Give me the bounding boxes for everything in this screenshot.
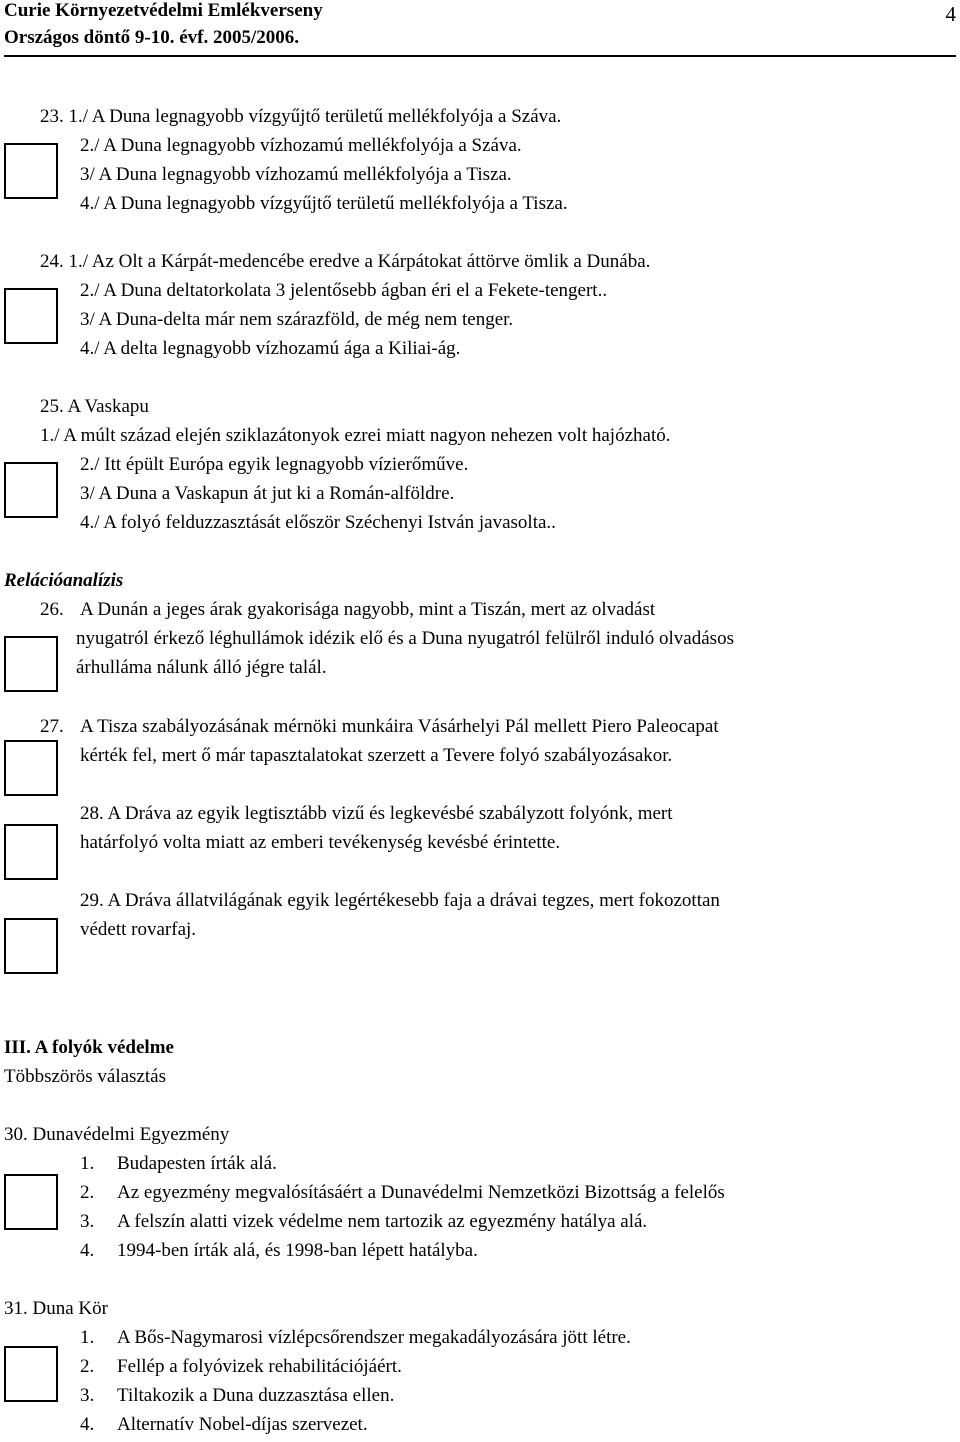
q30-item-2-number: 2. [80, 1182, 95, 1203]
q30-answer-box[interactable] [4, 1174, 58, 1230]
q31-item-2-number: 2. [80, 1356, 95, 1377]
q26-line1: A Dunán a jeges árak gyakorisága nagyobb, mint a Tiszán, mert az olvadást [80, 599, 656, 620]
q26-answer-box[interactable] [4, 636, 58, 692]
q31-item-1-number: 1. [80, 1327, 95, 1348]
q23-line1: 23. 1./ A Duna legnagyobb vízgyűjtő területű mellékfolyója a Száva. [40, 106, 562, 127]
q23-line4: 4./ A Duna legnagyobb vízgyűjtő területű mellékfolyója a Tisza. [80, 193, 568, 214]
q29-answer-box[interactable] [4, 918, 58, 974]
q30-item-1-text: Budapesten írták alá. [117, 1153, 277, 1174]
q31-item-2-text: Fellép a folyóvizek rehabilitációjáért. [117, 1356, 402, 1377]
q27-answer-box[interactable] [4, 740, 58, 796]
q31-item-3-text: Tiltakozik a Duna duzzasztása ellen. [117, 1385, 395, 1406]
q23-answer-box[interactable] [4, 143, 58, 199]
q29-line2: védett rovarfaj. [80, 919, 197, 940]
q27-line1: A Tisza szabályozásának mérnöki munkáira Vásárhelyi Pál mellett Piero Paleocapat [80, 716, 719, 737]
q31-item-1-text: A Bős-Nagymarosi vízlépcsőrendszer megakadályozására jött létre. [117, 1327, 631, 1348]
section-3-heading: III. A folyók védelme [4, 1037, 174, 1058]
q30-item-4-number: 4. [80, 1240, 95, 1261]
q30-item-4-text: 1994-ben írták alá, és 1998-ban lépett hatályba. [117, 1240, 478, 1261]
q24-line3: 3/ A Duna-delta már nem szárazföld, de még nem tenger. [80, 309, 514, 330]
q30-item-2-text: Az egyezmény megvalósításáért a Dunavédelmi Nemzetközi Bizottság a felelős [117, 1182, 725, 1203]
q30-item-1-number: 1. [80, 1153, 95, 1174]
page-number: 4 [945, 2, 956, 26]
q25-line3: 3/ A Duna a Vaskapun át jut ki a Román-alföldre. [80, 483, 455, 504]
q24-answer-box[interactable] [4, 288, 58, 344]
header-rule [4, 55, 956, 57]
q31-answer-box[interactable] [4, 1346, 58, 1402]
q31-item-4-text: Alternatív Nobel-díjas szervezet. [117, 1414, 368, 1435]
q26-line3: árhulláma nálunk álló jégre talál. [76, 657, 327, 678]
q23-line3: 3/ A Duna legnagyobb vízhozamú mellékfolyója a Tisza. [80, 164, 512, 185]
q25-line1: 1./ A múlt század elején sziklazátonyok ezrei miatt nagyon nehezen volt hajózható. [40, 425, 671, 446]
relacioanalizis-heading: Relációanalízis [4, 570, 124, 591]
q24-line1: 24. 1./ Az Olt a Kárpát-medencébe eredve a Kárpátokat áttörve ömlik a Dunába. [40, 251, 651, 272]
q30-item-3-number: 3. [80, 1211, 95, 1232]
q26-line2: nyugatról érkező léghullámok idézik elő és a Duna nyugatról felülről induló olvadásos [76, 628, 734, 649]
q25-line2: 2./ Itt épült Európa egyik legnagyobb vízierőműve. [80, 454, 469, 475]
q29-line1: 29. A Dráva állatvilágának egyik legértékesebb faja a drávai tegzes, mert fokozottan [80, 890, 720, 911]
q30-title: 30. Dunavédelmi Egyezmény [4, 1124, 230, 1145]
q28-line1: 28. A Dráva az egyik legtisztább vizű és legkevésbé szabályzott folyónk, mert [80, 803, 673, 824]
competition-title: Curie Környezetvédelmi Emlékverseny [4, 0, 323, 21]
q27-line2: kérték fel, mert ő már tapasztalatokat szerzett a Tevere folyó szabályozásakor. [80, 745, 673, 766]
q28-line2: határfolyó volta miatt az emberi tevékenység kevésbé érintette. [80, 832, 561, 853]
q31-title: 31. Duna Kör [4, 1298, 108, 1319]
q25-answer-box[interactable] [4, 462, 58, 518]
q25-title: 25. A Vaskapu [40, 396, 149, 417]
competition-subtitle: Országos döntő 9-10. évf. 2005/2006. [4, 27, 300, 48]
section-3-subheading: Többszörös választás [4, 1066, 166, 1087]
q26-number: 26. [40, 599, 64, 620]
q25-line4: 4./ A folyó felduzzasztását először Széchenyi István javasolta.. [80, 512, 556, 533]
q23-line2: 2./ A Duna legnagyobb vízhozamú mellékfolyója a Száva. [80, 135, 522, 156]
q24-line2: 2./ A Duna deltatorkolata 3 jelentősebb ágban éri el a Fekete-tengert.. [80, 280, 608, 301]
q24-line4: 4./ A delta legnagyobb vízhozamú ága a Kiliai-ág. [80, 338, 461, 359]
q28-answer-box[interactable] [4, 824, 58, 880]
q30-item-3-text: A felszín alatti vizek védelme nem tartozik az egyezmény hatálya alá. [117, 1211, 648, 1232]
q31-item-3-number: 3. [80, 1385, 95, 1406]
q31-item-4-number: 4. [80, 1414, 95, 1435]
q27-number: 27. [40, 716, 64, 737]
